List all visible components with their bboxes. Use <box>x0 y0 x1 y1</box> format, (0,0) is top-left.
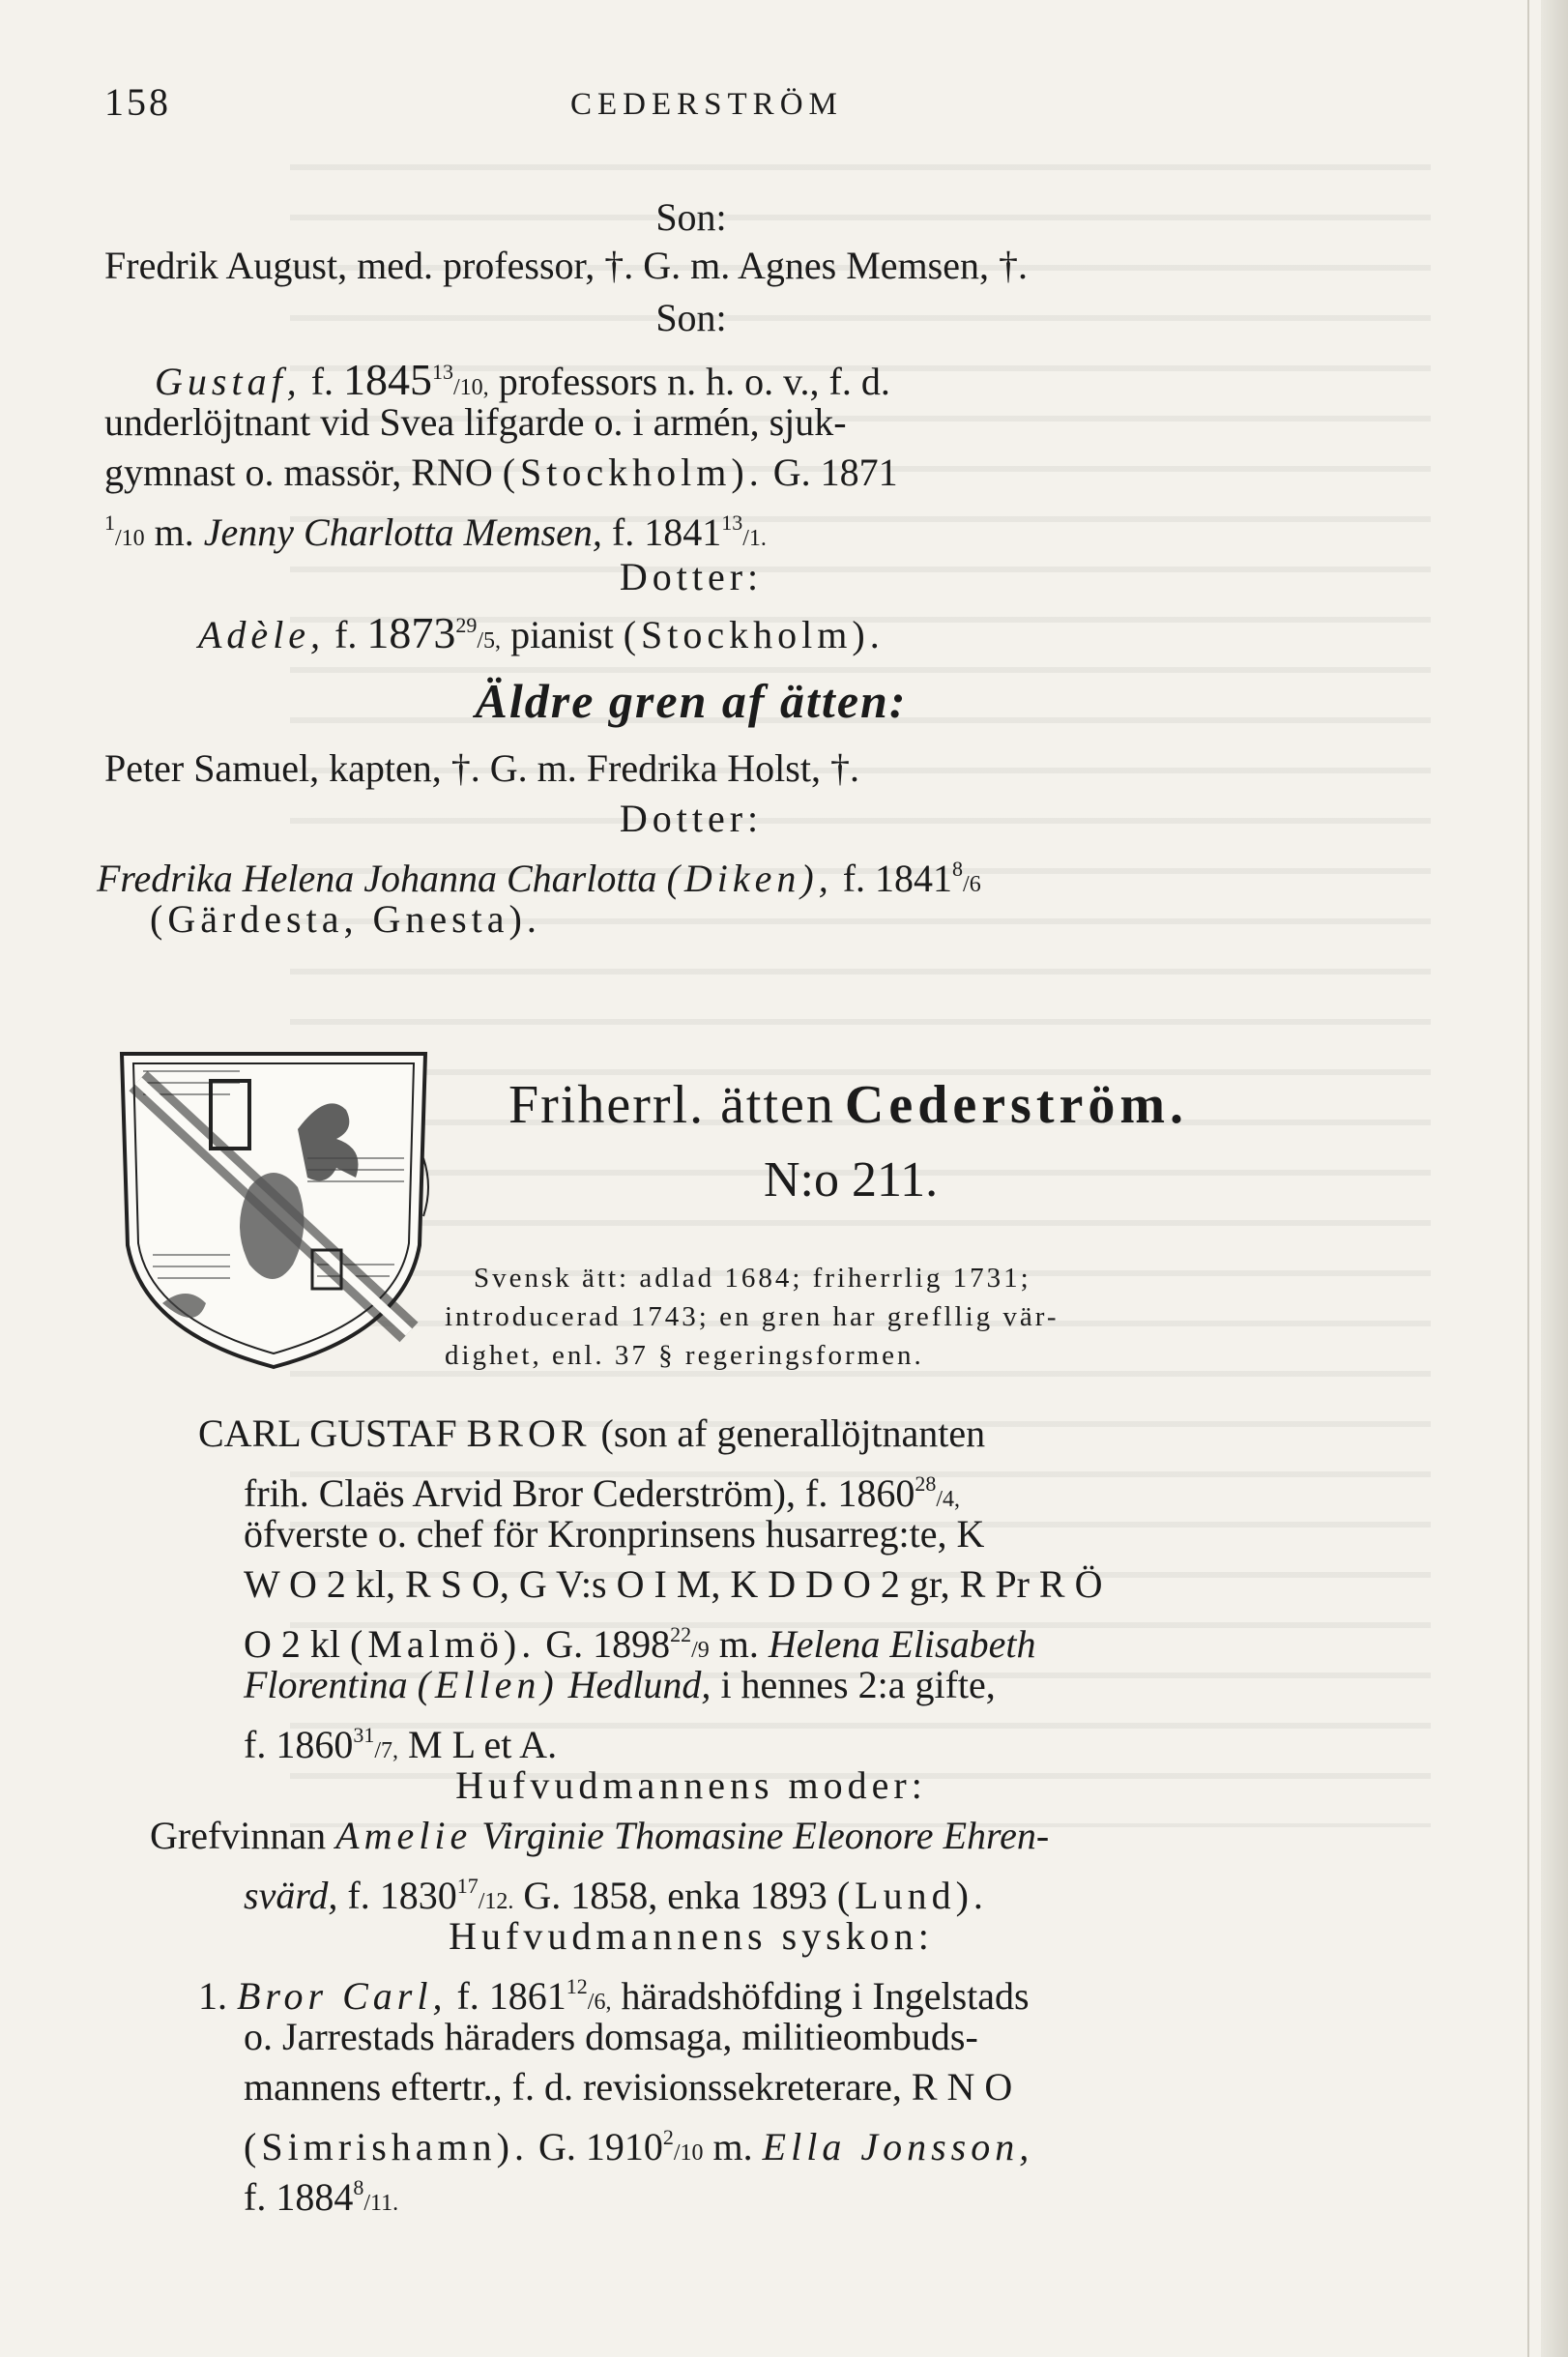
helena-nick: (Ellen) <box>417 1663 559 1706</box>
sibling-number: 1. <box>198 1974 227 2018</box>
fredrika-birth: f. 1841 <box>842 857 953 900</box>
bror-carl-birth: f. 1861 <box>456 1974 566 2018</box>
sibling-line-2 <box>244 2013 978 2061</box>
family-title-name: Cederström. <box>844 1075 1188 1135</box>
gustaf-line-2 <box>104 398 847 447</box>
helena-florentina: Florentina <box>244 1663 408 1706</box>
family-number <box>764 1152 939 1208</box>
coat-of-arms-icon <box>114 1042 433 1371</box>
fredrika-place: (Gärdesta, Gnesta). <box>150 897 541 941</box>
family-title-prefix: Friherrl. ätten <box>508 1075 835 1135</box>
carl-text-3: öfverste o. chef för Kronprinsens husarreg:te, K <box>244 1512 985 1556</box>
dotter-label-2 <box>0 795 1382 843</box>
ella-day: 8 <box>353 2175 364 2199</box>
adele-day: 29 <box>455 613 478 637</box>
siblings-label <box>0 1912 1382 1961</box>
jenny-month: /1. <box>742 526 767 551</box>
gustaf-text-3a: gymnast o. massör, RNO <box>104 451 493 494</box>
family-desc-2 <box>445 1297 1060 1336</box>
gustaf-year: 1845 <box>343 355 433 404</box>
carl-line-1 <box>198 1410 985 1458</box>
adele-f: f. <box>334 613 358 656</box>
dotter-text-2: Dotter: <box>619 797 764 840</box>
bror-carl-day: 12 <box>566 1974 588 1998</box>
carl-bror: BROR <box>466 1411 592 1455</box>
adele-line <box>198 601 885 665</box>
helena-surname: Hedlund, <box>567 1663 711 1706</box>
bror-carl-month: /6, <box>587 1990 612 2015</box>
mother-title: Grefvinnan <box>150 1814 327 1857</box>
adele-name: Adèle, <box>198 613 326 656</box>
carl-marriage: G. 1898 <box>545 1622 671 1666</box>
branch-heading <box>0 674 1382 729</box>
gustaf-text-2: underlöjtnant vid Svea lifgarde o. i armén, sjuk- <box>104 400 847 444</box>
gustaf-f: f. <box>310 360 334 403</box>
fredrika-month: /6 <box>963 872 981 897</box>
carl-name: CARL GUSTAF <box>198 1411 457 1455</box>
carl-line-6 <box>244 1661 996 1709</box>
family-title <box>508 1075 1188 1135</box>
page-number: 158 <box>104 80 171 124</box>
page-edge-line <box>1527 0 1529 2357</box>
carl-month: /4, <box>936 1487 960 1512</box>
mother-amelie: Amelie <box>335 1814 473 1857</box>
son-label-2 <box>0 294 1382 342</box>
bror-carl-name: Bror Carl, <box>237 1974 448 2018</box>
carl-text-5a: O 2 kl <box>244 1622 340 1666</box>
helena-day: 31 <box>353 1723 375 1747</box>
jenny-name: Jenny Charlotta Memsen, <box>203 510 602 554</box>
mother-marriage: G. 1858, enka 1893 <box>523 1874 828 1917</box>
sibling-line-3 <box>244 2063 1012 2111</box>
carl-text-4: W O 2 kl, R S O, G V:s O I M, K D D O 2 gr, R Pr R Ö <box>244 1562 1103 1606</box>
fredrika-name: Fredrika Helena Johanna Charlotta <box>97 857 657 900</box>
family-desc-1 <box>474 1259 1031 1297</box>
family-desc-text-1: Svensk ätt: adlad 1684; friherrlig 1731; <box>474 1263 1031 1294</box>
helena-second-marriage: i hennes 2:a gifte, <box>720 1663 996 1706</box>
fredrika-line-2 <box>150 895 541 944</box>
dotter-label-1 <box>0 553 1382 601</box>
fredrik-line <box>104 242 1028 290</box>
bror-carl-office: häradshöfding i Ingelstads <box>621 1974 1030 2018</box>
helena-honours: M L et A. <box>408 1723 558 1766</box>
gustaf-line-3 <box>104 449 898 497</box>
son-label-text-2: Son: <box>655 296 727 339</box>
mother-day: 17 <box>456 1874 479 1898</box>
page-header <box>0 79 1568 128</box>
gustaf-marriage: G. 1871 <box>772 451 898 494</box>
carl-text-2: frih. Claës Arvid Bror Cederström), f. 1860 <box>244 1471 915 1515</box>
family-desc-3 <box>445 1336 924 1375</box>
gustaf-month: /10, <box>453 375 489 400</box>
gustaf-rest: professors n. h. o. v., f. d. <box>498 360 890 403</box>
mother-month: /12. <box>478 1889 514 1914</box>
gustaf-day: 13 <box>432 360 454 384</box>
mother-line-1 <box>150 1812 1049 1860</box>
mother-label <box>0 1761 1382 1810</box>
helena-month: /7, <box>374 1738 398 1763</box>
peter-line <box>104 744 859 793</box>
bror-carl-married-m: m. <box>712 2125 753 2168</box>
sibling-text-3: mannens eftertr., f. d. revisionssekreterare, R N O <box>244 2065 1013 2109</box>
fredrika-day: 8 <box>952 857 964 881</box>
mother-names: Virginie Thomasine Eleonore Ehren- <box>481 1814 1050 1857</box>
siblings-label-text: Hufvudmannens syskon: <box>449 1914 934 1958</box>
bror-carl-marriage: G. 1910 <box>537 2125 663 2168</box>
carl-marriage-day: 22 <box>670 1622 692 1646</box>
family-number-text: N:o 211. <box>764 1152 939 1208</box>
peter-text: Peter Samuel, kapten, †. G. m. Fredrika Holst, †. <box>104 746 859 790</box>
fredrika-nick: (Diken), <box>666 857 833 900</box>
carl-day: 28 <box>915 1471 937 1496</box>
mother-label-text: Hufvudmannens moder: <box>455 1763 927 1807</box>
bror-carl-marriage-month: /10 <box>673 2140 704 2166</box>
running-head: CEDERSTRÖM <box>570 87 843 122</box>
mother-surname: svärd, <box>244 1874 338 1917</box>
gustaf-place: (Stockholm). <box>502 451 764 494</box>
family-desc-text-3: dighet, enl. 37 § regeringsformen. <box>445 1340 924 1371</box>
marriage-day: 1 <box>104 510 115 535</box>
gustaf-name: Gustaf, <box>155 360 302 403</box>
page-edge <box>1541 0 1568 2357</box>
carl-line-3 <box>244 1510 984 1558</box>
branch-heading-text: Äldre gren af ätten: <box>475 674 908 728</box>
married-m: m. <box>154 510 194 554</box>
bror-carl-place: (Simrishamn). <box>244 2125 529 2168</box>
fredrik-text: Fredrik August, med. professor, †. G. m. Agnes Memsen, †. <box>104 244 1028 287</box>
carl-place: (Malmö). <box>350 1622 537 1666</box>
adele-year: 1873 <box>366 608 456 657</box>
carl-parent: (son af generallöjtnanten <box>600 1411 986 1455</box>
jenny-day: 13 <box>721 510 743 535</box>
carl-married-m: m. <box>718 1622 759 1666</box>
mother-place: (Lund). <box>836 1874 988 1917</box>
mother-birth: f. 1830 <box>347 1874 457 1917</box>
sibling-line-5 <box>244 2164 398 2227</box>
sibling-text-2: o. Jarrestads häraders domsaga, militieombuds- <box>244 2015 978 2058</box>
adele-occupation: pianist <box>510 613 614 656</box>
adele-month: /5, <box>477 628 502 654</box>
jenny-birth: f. 1841 <box>611 510 722 554</box>
helena-name: Helena Elisabeth <box>768 1622 1036 1666</box>
adele-place: (Stockholm). <box>623 613 885 656</box>
marriage-month: /10 <box>115 526 145 551</box>
carl-line-4 <box>244 1560 1102 1609</box>
son-label-1 <box>0 193 1382 242</box>
ella-name: Ella Jonsson, <box>762 2125 1034 2168</box>
dotter-text-1: Dotter: <box>619 555 764 598</box>
carl-marriage-month: /9 <box>691 1638 710 1663</box>
family-desc-text-2: introducerad 1743; en gren har grefllig vär- <box>445 1301 1060 1332</box>
ella-month: /11. <box>363 2191 399 2216</box>
son-label-text-1: Son: <box>655 195 727 239</box>
ella-birth: f. 1884 <box>244 2175 354 2219</box>
bror-carl-marriage-day: 2 <box>662 2125 674 2149</box>
helena-birth: f. 1860 <box>244 1723 354 1766</box>
